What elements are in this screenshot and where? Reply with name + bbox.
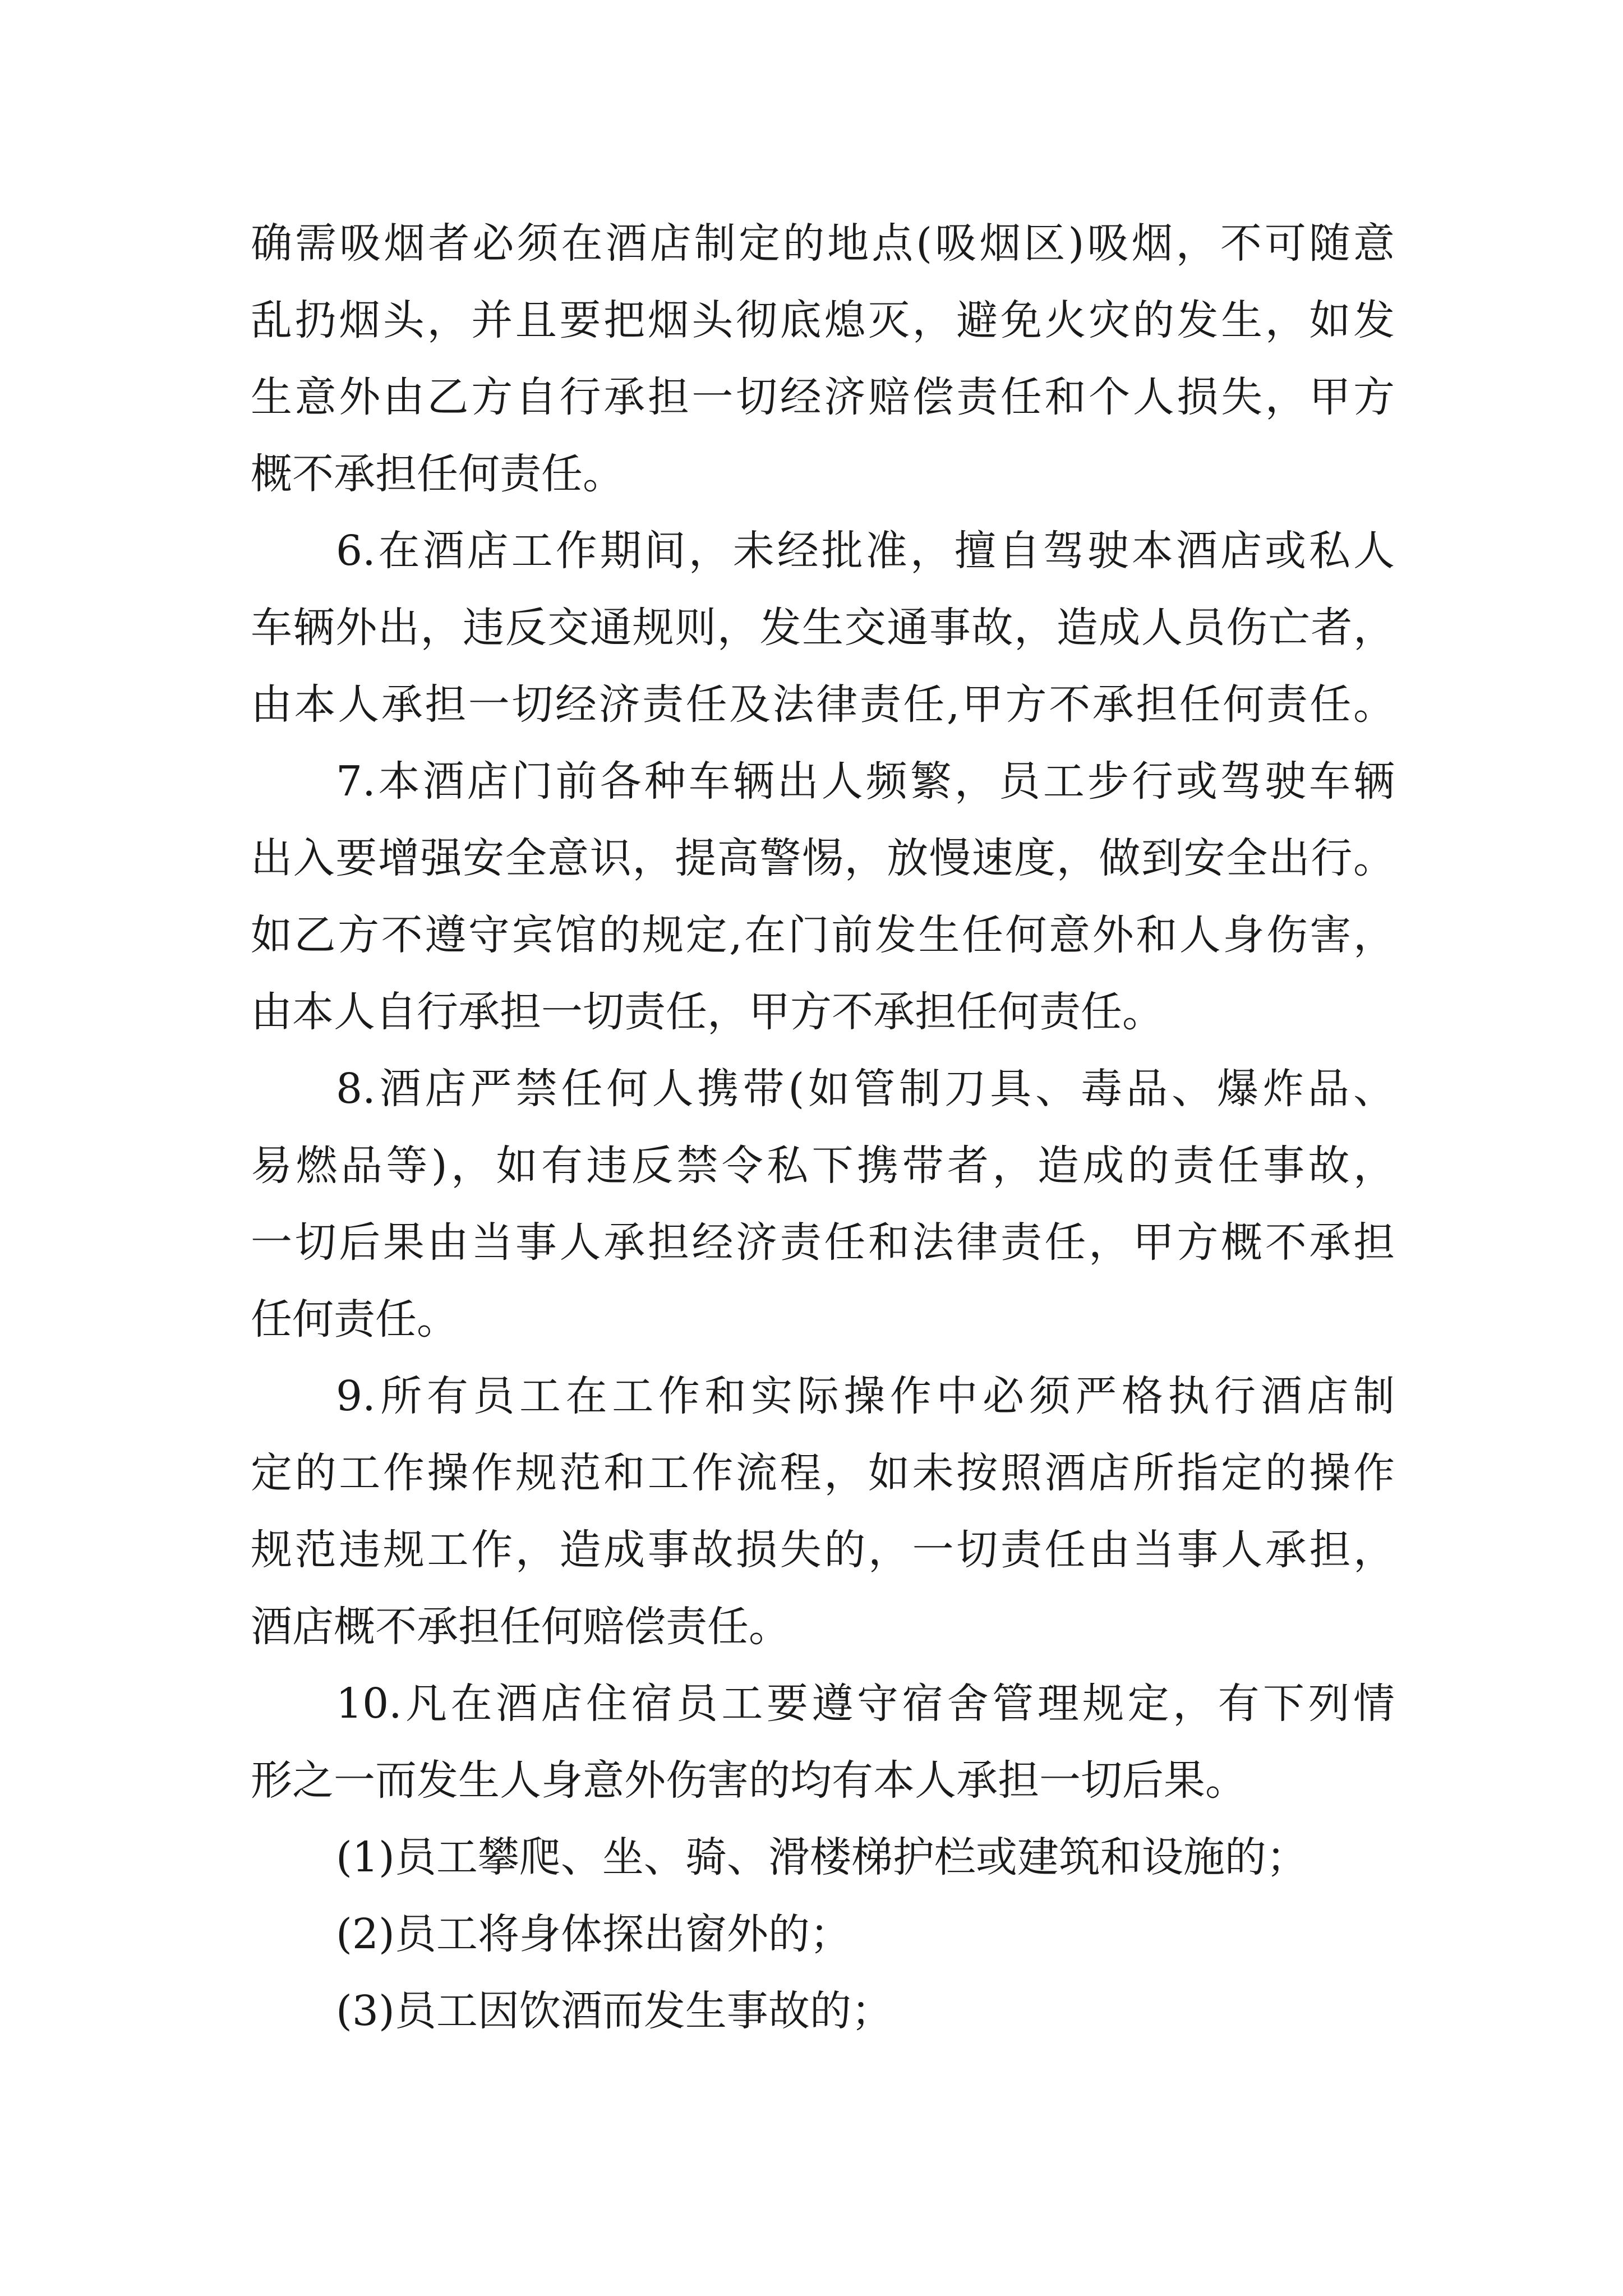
text-line: 定的工作操作规范和工作流程，如未按照酒店所指定的操作 bbox=[251, 1449, 1395, 1497]
text-line: 出入要增强安全意识，提高警惕，放慢速度，做到安全出行。 bbox=[251, 834, 1395, 882]
text-line: (1)员工攀爬、坐、骑、滑楼梯护栏或建筑和设施的； bbox=[336, 1833, 1308, 1881]
sub-item-2 bbox=[251, 1896, 1395, 1973]
sub-item-3 bbox=[251, 1973, 1395, 2050]
text-line: 乱扔烟头，并且要把烟头彻底熄灭，避免火灾的发生，如发 bbox=[251, 296, 1395, 344]
text-line: 酒店概不承担任何赔偿责任。 bbox=[251, 1603, 790, 1651]
text-line: 9.所有员工在工作和实际操作中必须严格执行酒店制 bbox=[336, 1372, 1395, 1420]
text-line: 形之一而发生人身意外伤害的均有本人承担一切后果。 bbox=[251, 1756, 1247, 1805]
text-line: 确需吸烟者必须在酒店制定的地点(吸烟区)吸烟，不可随意 bbox=[251, 219, 1395, 268]
text-line: 8.酒店严禁任何人携带(如管制刀具、毒品、爆炸品、 bbox=[336, 1065, 1395, 1113]
text-line: 一切后果由当事人承担经济责任和法律责任，甲方概不承担 bbox=[251, 1218, 1395, 1267]
text-line: 7.本酒店门前各种车辆出人频繁，员工步行或驾驶车辆 bbox=[336, 757, 1395, 806]
clause-10 bbox=[251, 1665, 1395, 1819]
text-line: 由本人承担一切经济责任及法律责任,甲方不承担任何责任。 bbox=[251, 680, 1395, 729]
clause-8 bbox=[251, 1051, 1395, 1358]
text-line: 如乙方不遵守宾馆的规定,在门前发生任何意外和人身伤害， bbox=[251, 911, 1395, 959]
text-line: 任何责任。 bbox=[251, 1295, 458, 1343]
paragraph-continuation bbox=[251, 205, 1395, 513]
text-line: 概不承担任何责任。 bbox=[251, 450, 624, 498]
clause-9 bbox=[251, 1358, 1395, 1665]
text-line: 由本人自行承担一切责任，甲方不承担任何责任。 bbox=[251, 988, 1164, 1036]
text-line: 易燃品等)，如有违反禁令私下携带者，造成的责任事故， bbox=[251, 1142, 1395, 1190]
clause-7 bbox=[251, 743, 1395, 1051]
document-body bbox=[251, 205, 1395, 2050]
sub-item-1 bbox=[251, 1819, 1395, 1896]
text-line: 规范违规工作，造成事故损失的，一切责任由当事人承担， bbox=[251, 1526, 1395, 1574]
text-line: 10.凡在酒店住宿员工要遵守宿舍管理规定，有下列情 bbox=[336, 1680, 1395, 1728]
text-line: 生意外由乙方自行承担一切经济赔偿责任和个人损失，甲方 bbox=[251, 373, 1395, 421]
text-line: 6.在酒店工作期间，未经批准，擅自驾驶本酒店或私人 bbox=[336, 527, 1395, 575]
clause-6 bbox=[251, 513, 1395, 743]
text-line: (2)员工将身体探出窗外的； bbox=[336, 1910, 851, 1958]
text-line: (3)员工因饮酒而发生事故的； bbox=[336, 1987, 893, 2035]
text-line: 车辆外出，违反交通规则，发生交通事故，造成人员伤亡者， bbox=[251, 604, 1395, 652]
